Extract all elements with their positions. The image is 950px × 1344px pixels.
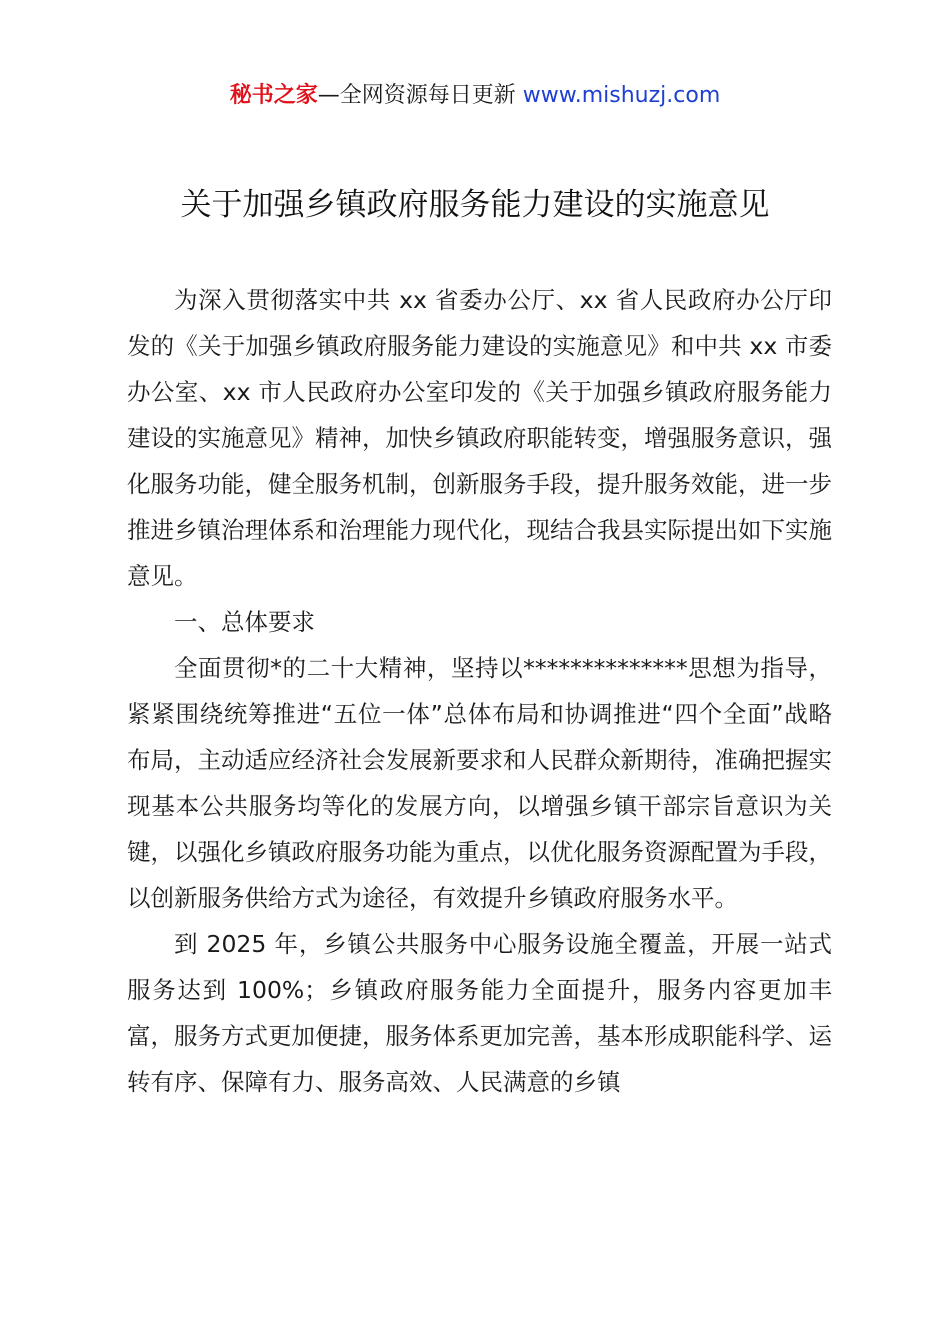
site-url-link[interactable]: www.mishuzj.com — [522, 83, 721, 108]
section-heading-general-requirements: 一、总体要求 — [174, 608, 315, 636]
document-body — [127, 277, 832, 1105]
site-header — [0, 80, 950, 112]
document-title: 关于加强乡镇政府服务能力建设的实施意见 — [180, 187, 770, 223]
paragraph-goals-2025: 到 2025 年，乡镇公共服务中心服务设施全覆盖，开展一站式服务达到 100%；乡镇政府服务能力全面提升，服务内容更加丰富，服务方式更加便捷，服务体系更加完善，基本形成职能科学、运转有序、保障有力、服务高效、人民满意的乡镇 — [127, 930, 832, 1096]
site-tagline: —全网资源每日更新 — [317, 83, 523, 108]
paragraph-guiding-ideology: 全面贯彻*的二十大精神，坚持以**************思想为指导，紧紧围绕统筹推进“五位一体”总体布局和协调推进“四个全面”战略布局，主动适应经济社会发展新要求和人民群众新期待，准确把握实现基本公共服务均等化的发展方向，以增强乡镇干部宗旨意识为关键，以强化乡镇政府服务功能为重点，以优化服务资源配置为手段，以创新服务供给方式为途径，有效提升乡镇政府服务水平。 — [127, 654, 832, 912]
paragraph-intro: 为深入贯彻落实中共 xx 省委办公厅、xx 省人民政府办公厅印发的《关于加强乡镇政府服务能力建设的实施意见》和中共 xx 市委办公室、xx 市人民政府办公室印发的《关于加强乡镇政府服务能力建设的实施意见》精神，加快乡镇政府职能转变，增强服务意识，强化服务功能，健全服务机制，创新服务手段，提升服务效能，进一步推进乡镇治理体系和治理能力现代化，现结合我县实际提出如下实施意见。 — [127, 286, 832, 590]
site-brand: 秘书之家 — [229, 83, 318, 108]
